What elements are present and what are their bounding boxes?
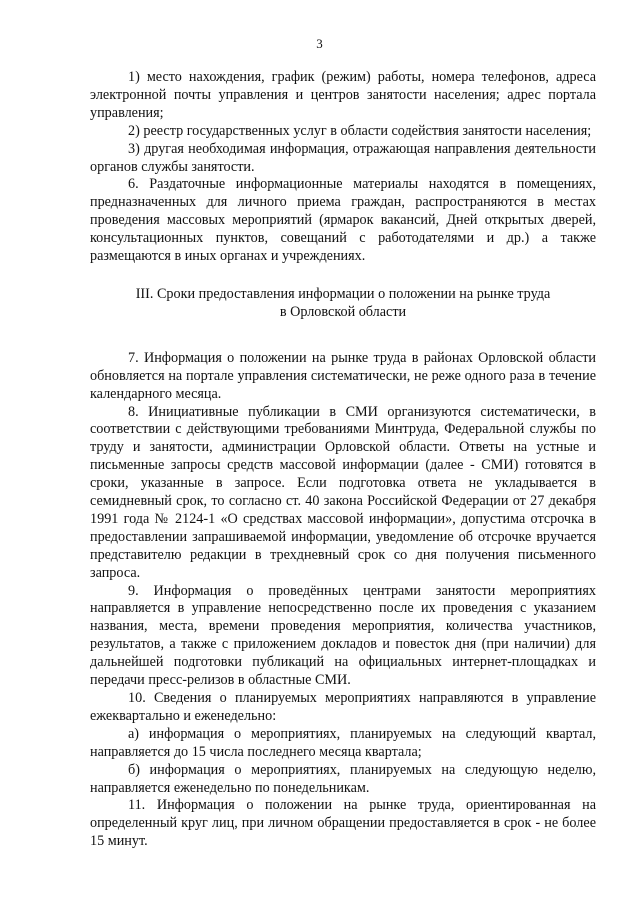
- paragraph-11-personal-request: 11. Информация о положении на рынке труда, ориентированная на определенный круг лиц, при личном обращении предоставляется в срок - не более 15 минут.: [90, 797, 596, 850]
- section-heading-line-2: в Орловской области: [279, 303, 407, 320]
- paragraph-9-events-information: 9. Информация о проведённых центрами занятости мероприятиях направляется в управление непосредственно после их проведения с указанием названия, места, времени проведения мероприятия, количества участников, результатов, а также с приложением докладов и повесток дня (при наличии) для дальнейшей подготовки публикаций на официальных интернет-площадках и передачи пресс-релизов в областные СМИ.: [90, 582, 596, 689]
- paragraph-8-media-publications: 8. Инициативные публикации в СМИ организуются систематически, в соответствии с действующими требованиями Минтруда, Федеральной службы по труду и занятости, администрации Орловской области. Ответы на устные и письменные запросы средств массовой информации (далее - СМИ) готовятся в сроки, указанные в запросе. Если подготовка ответа не укладывается в семидневный срок, то согласно ст. 40 закона Российской Федерации от 27 декабря 1991 года № 2124-1 «О средствах массовой информации», допустима отсрочка в предоставлении запрашиваемой информации, уведомление об отсрочке вручается представителю редакции в трехдневный срок со дня получения письменного запроса.: [90, 403, 596, 581]
- list-item-services-registry: 2) реестр государственных услуг в области содействия занятости населения;: [128, 122, 592, 139]
- document-body: [90, 69, 596, 851]
- list-item-other-information: 3) другая необходимая информация, отражающая направления деятельности органов службы занятости.: [90, 140, 596, 175]
- section-heading: [90, 286, 596, 322]
- list-item-contacts: 1) место нахождения, график (режим) работы, номера телефонов, адреса электронной почты управления и центров занятости населения; адрес портала управления;: [90, 69, 596, 121]
- paragraph-10-planned-events: 10. Сведения о планируемых мероприятиях направляются в управление ежеквартально и еженедельно:: [90, 690, 596, 724]
- paragraph-10a-quarterly: а) информация о мероприятиях, планируемых на следующий квартал, направляется до 15 числа последнего месяца квартала;: [90, 725, 596, 760]
- paragraph-6-handout-materials: 6. Раздаточные информационные материалы находятся в помещениях, предназначенных для личного приема граждан, распространяются в местах проведения массовых мероприятий (ярмарок вакансий, Дней открытых дверей, консультационных пунктов, совещаний с работодателями и др.) а также размещаются в иных органах и учреждениях.: [90, 176, 596, 265]
- section-heading-line-1: III. Сроки предоставления информации о положении на рынке труда: [135, 285, 551, 302]
- paragraph-10b-weekly: б) информация о мероприятиях, планируемых на следующую неделю, направляется еженедельно по понедельникам.: [90, 761, 596, 796]
- page-number: 3: [316, 36, 323, 51]
- paragraph-7-update-frequency: 7. Информация о положении на рынке труда в районах Орловской области обновляется на портале управления систематически, не реже одного раза в течение календарного месяца.: [90, 349, 596, 402]
